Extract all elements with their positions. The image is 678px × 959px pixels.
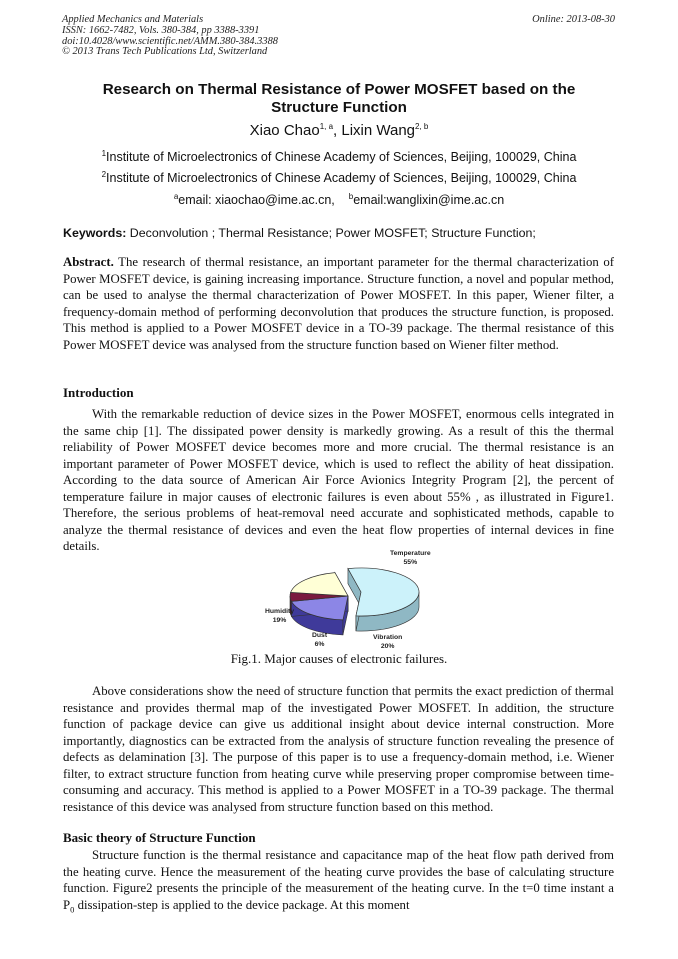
keywords-text: Deconvolution ; Thermal Resistance; Power MOSFET; Structure Function;	[126, 226, 536, 240]
email-a-sup: a	[173, 191, 179, 201]
online-date: Online: 2013-08-30	[532, 14, 615, 25]
label-vibration	[373, 634, 402, 651]
author-1: Xiao Chao	[249, 122, 320, 139]
figure-caption: Fig.1. Major causes of electronic failures.	[230, 651, 448, 666]
author-line	[0, 122, 678, 139]
affiliation-2	[0, 171, 678, 185]
label-temperature	[390, 550, 431, 567]
label-vibration-value: 20%	[380, 642, 395, 650]
email-b-sup: b	[348, 191, 354, 201]
title-line-2: Structure Function	[271, 99, 407, 116]
issn-line: ISSN: 1662-7482, Vols. 380-384, pp 3388-3391	[62, 24, 260, 36]
introduction-paragraph-2: Above considerations show the need of structure function that permits the exact prediction of thermal resistance and provides thermal map of the investigated Power MOSFET. In addition, the structure function of package device can give us additional insight about device internal construction. More importantly, diagnostics can be extracted from the analysis of structure function revealing the presence of defects as delamination [3]. The purpose of this paper is to use a frequency-domain method, i.e. Wiener filter, to extract structure function from heating curve while preserving proper compromise between time-consuming and accuracy. This method is applied to a Power MOSFET in a TO-39 package. The thermal resistance of this device was analysed from structure function based on this method.	[63, 684, 614, 814]
journal-header	[62, 15, 278, 58]
keywords	[63, 226, 536, 240]
copyright-line: © 2013 Trans Tech Publications Ltd, Switzerland	[62, 46, 268, 58]
introduction-paragraph-1: With the remarkable reduction of device sizes in the Power MOSFET, enormous cells integrated in the same chip [1]. The dissipated power density is markedly growing. As a result of this the thermal reliability of Power MOSFET device becomes more and more crucial. The thermal resistance is an important parameter of Power MOSFET device, which is used to reflect the ability of heat dissipation. According to the data source of American Air Force Avionics Integrity Program [2], the percent of temperature failure in major causes of electronic failures is even about 55% , as illustrated in Figure1. Therefore, the serious problems of heat-removal need accurate and sophisticated methods, capable to analyze the thermal resistance of devices and even the heat flow properties of internal devices in fine details.	[63, 407, 614, 553]
author-1-sup: 1, a	[319, 122, 334, 131]
pie-slice-humidity	[291, 573, 348, 596]
basic-theory-text-b: dissipation-step is applied to the device package. At this moment	[74, 897, 410, 912]
paper-title	[0, 81, 678, 117]
author-2-sup: 2, b	[415, 122, 429, 131]
label-dust	[312, 632, 327, 649]
abstract-label: Abstract.	[63, 255, 114, 269]
journal-name: Applied Mechanics and Materials	[62, 14, 204, 25]
author-2: Lixin Wang	[341, 122, 416, 139]
abstract	[63, 254, 614, 353]
affiliation-1-sup: 1	[101, 148, 107, 158]
label-vibration-name: Vibration	[373, 634, 403, 641]
email-line	[0, 193, 678, 207]
label-dust-name: Dust	[312, 632, 328, 639]
label-humidity	[265, 608, 294, 625]
keywords-label: Keywords:	[63, 226, 127, 240]
introduction-heading: Introduction	[63, 385, 134, 400]
affiliation-2-sup: 2	[101, 169, 107, 179]
label-humidity-value: 19%	[272, 616, 287, 624]
doi-line: doi:10.4028/www.scientific.net/AMM.380-384.3388	[62, 35, 278, 47]
label-dust-value: 6%	[314, 640, 325, 648]
abstract-text: The research of thermal resistance, an important parameter for the thermal characterization of Power MOSFET device, is gaining increasing importance. Structure function, a novel and popular method, can be used to analyse the thermal characterization of Power MOSFET. In this paper, Wiener filter, a frequency-domain method of performing deconvolution that produces the structure function, is proposed. This method is applied to a Power MOSFET device in a TO-39 package. The thermal resistance of this Power MOSFET device was analysed from the structure function based on Wiener filter method.	[63, 255, 614, 352]
pie-chart-figure	[262, 546, 442, 658]
affiliation-2-text: Institute of Microelectronics of Chinese Academy of Sciences, Beijing, 100029, China	[106, 171, 577, 185]
affiliation-1-text: Institute of Microelectronics of Chinese Academy of Sciences, Beijing, 100029, China	[106, 150, 577, 164]
basic-theory-heading: Basic theory of Structure Function	[63, 830, 256, 845]
email-a: email: xiaochao@ime.ac.cn,	[178, 193, 335, 207]
email-b: email:wanglixin@ime.ac.cn	[353, 193, 505, 207]
basic-theory-subscript: 0	[70, 904, 75, 915]
basic-theory-paragraph	[63, 847, 614, 918]
label-humidity-name: Humidity	[265, 608, 295, 615]
author-separator: ,	[333, 122, 342, 139]
basic-theory-text-a: Structure function is the thermal resistance and capacitance map of the heat flow path derived from the heating curve. Hence the measurement of the heating curve provides the base of calculating structure function. Figure2 presents the principle of the measurement of the heating curve. In the t=0 time instant a P	[63, 848, 614, 912]
label-temperature-name: Temperature	[390, 550, 431, 557]
label-temperature-value: 55%	[403, 558, 418, 566]
affiliation-1	[0, 150, 678, 164]
title-line-1: Research on Thermal Resistance of Power MOSFET based on the	[102, 81, 576, 98]
